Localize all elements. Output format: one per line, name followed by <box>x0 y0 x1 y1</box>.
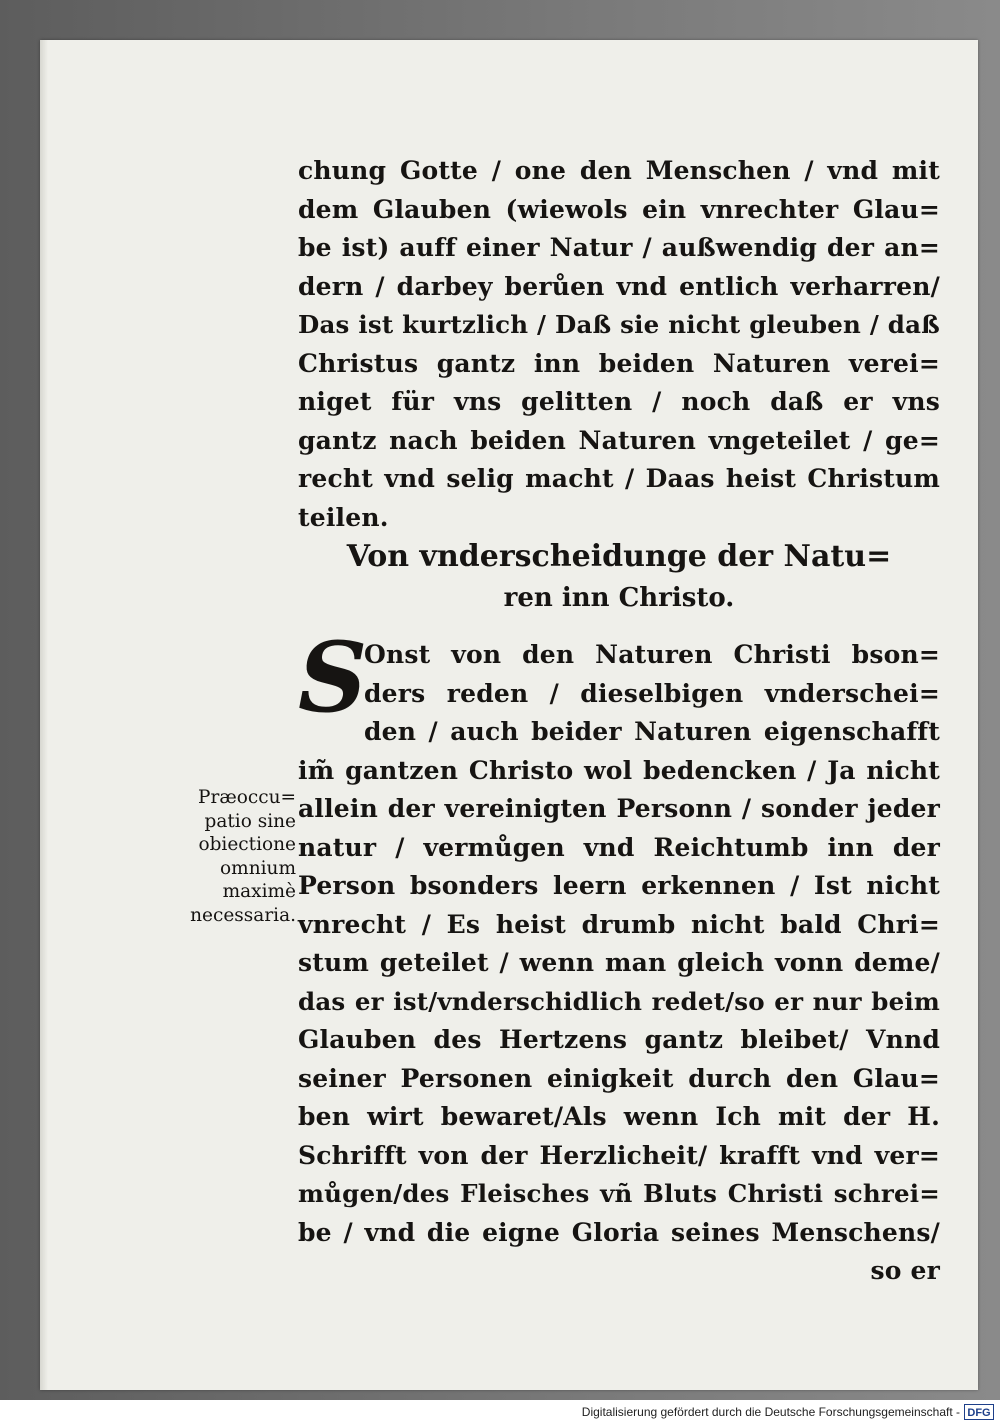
marginal-line: maximè <box>222 881 296 902</box>
marginal-line: omnium <box>220 857 296 879</box>
text-line: allein der vereinigten Personn / sonder jeder <box>298 794 940 823</box>
dfg-credit: Digitalisierung gefördert durch die Deutsche Forschungsgemeinschaft - <box>581 1405 960 1419</box>
drop-cap-initial: S <box>298 621 368 734</box>
text-line: stum geteilet / wenn man gleich vonn deme/ <box>298 948 940 977</box>
marginal-note <box>160 786 296 927</box>
text-line: Onst von den Naturen Christi bson= <box>364 640 940 669</box>
marginal-line: obiectione <box>198 834 296 855</box>
text-line: teilen. <box>298 502 389 532</box>
section-heading <box>298 535 940 617</box>
paragraph-2 <box>298 621 940 1291</box>
text-line: niget für vns gelitten / noch daß er vns <box>298 387 940 416</box>
heading-line-1: Von vnderscheidunge der Natu= <box>346 539 892 574</box>
text-line: ders reden / dieselbigen vnderschei= <box>364 678 940 708</box>
marginal-line: necessaria. <box>190 904 296 926</box>
page-gutter-shadow <box>40 40 48 1390</box>
text-line: dern / darbey berůen vnd entlich verharren/ <box>298 271 940 301</box>
text-line: Schrifft von der Herzlicheit/ krafft vnd ver= <box>298 1140 940 1170</box>
text-line: Christus gantz inn beiden Naturen verei= <box>298 348 940 378</box>
text-line: Das ist kurtzlich / Daß sie nicht gleuben / daß <box>298 310 940 339</box>
text-line: vnrecht / Es heist drumb nicht bald Chri= <box>298 909 940 939</box>
text-line: den / auch beider Naturen eigenschafft <box>364 717 940 746</box>
text-line: be ist) auff einer Natur / außwendig der an= <box>298 233 940 262</box>
digitization-footer <box>0 1400 1000 1424</box>
text-line: natur / vermůgen vnd Reichtumb inn der <box>298 832 940 862</box>
catchword: so er <box>870 1256 940 1285</box>
text-line: Person bsonders leern erkennen / Ist nicht <box>298 871 940 900</box>
text-line: můgen/des Fleisches vñ Bluts Christi schrei= <box>298 1179 940 1208</box>
heading-line-2: ren inn Christo. <box>503 583 735 613</box>
text-line: recht vnd selig macht / Daas heist Christum <box>298 464 940 493</box>
text-line: gantz nach beiden Naturen vngeteilet / ge= <box>298 425 940 455</box>
text-line: Glauben des Hertzens gantz bleibet/ Vnnd <box>298 1025 940 1054</box>
text-line: chung Gotte / one den Menschen / vnd mit <box>298 156 940 185</box>
text-line: im̃ gantzen Christo wol bedencken / Ja nicht <box>298 755 940 785</box>
paragraph-1 <box>298 152 940 537</box>
marginal-line: patio sine <box>204 810 296 832</box>
dfg-logo[interactable]: DFG <box>964 1404 994 1420</box>
text-line: dem Glauben (wiewols ein vnrechter Glau= <box>298 194 940 224</box>
text-line: be / vnd die eigne Gloria seines Menschens/ <box>298 1217 940 1247</box>
text-line: seiner Personen einigkeit durch den Glau= <box>298 1063 940 1093</box>
marginal-line: Præoccu= <box>198 787 296 808</box>
text-line: das er ist/vnderschidlich redet/so er nur beim <box>298 986 940 1016</box>
text-line: ben wirt bewaret/Als wenn Ich mit der H. <box>298 1102 940 1131</box>
